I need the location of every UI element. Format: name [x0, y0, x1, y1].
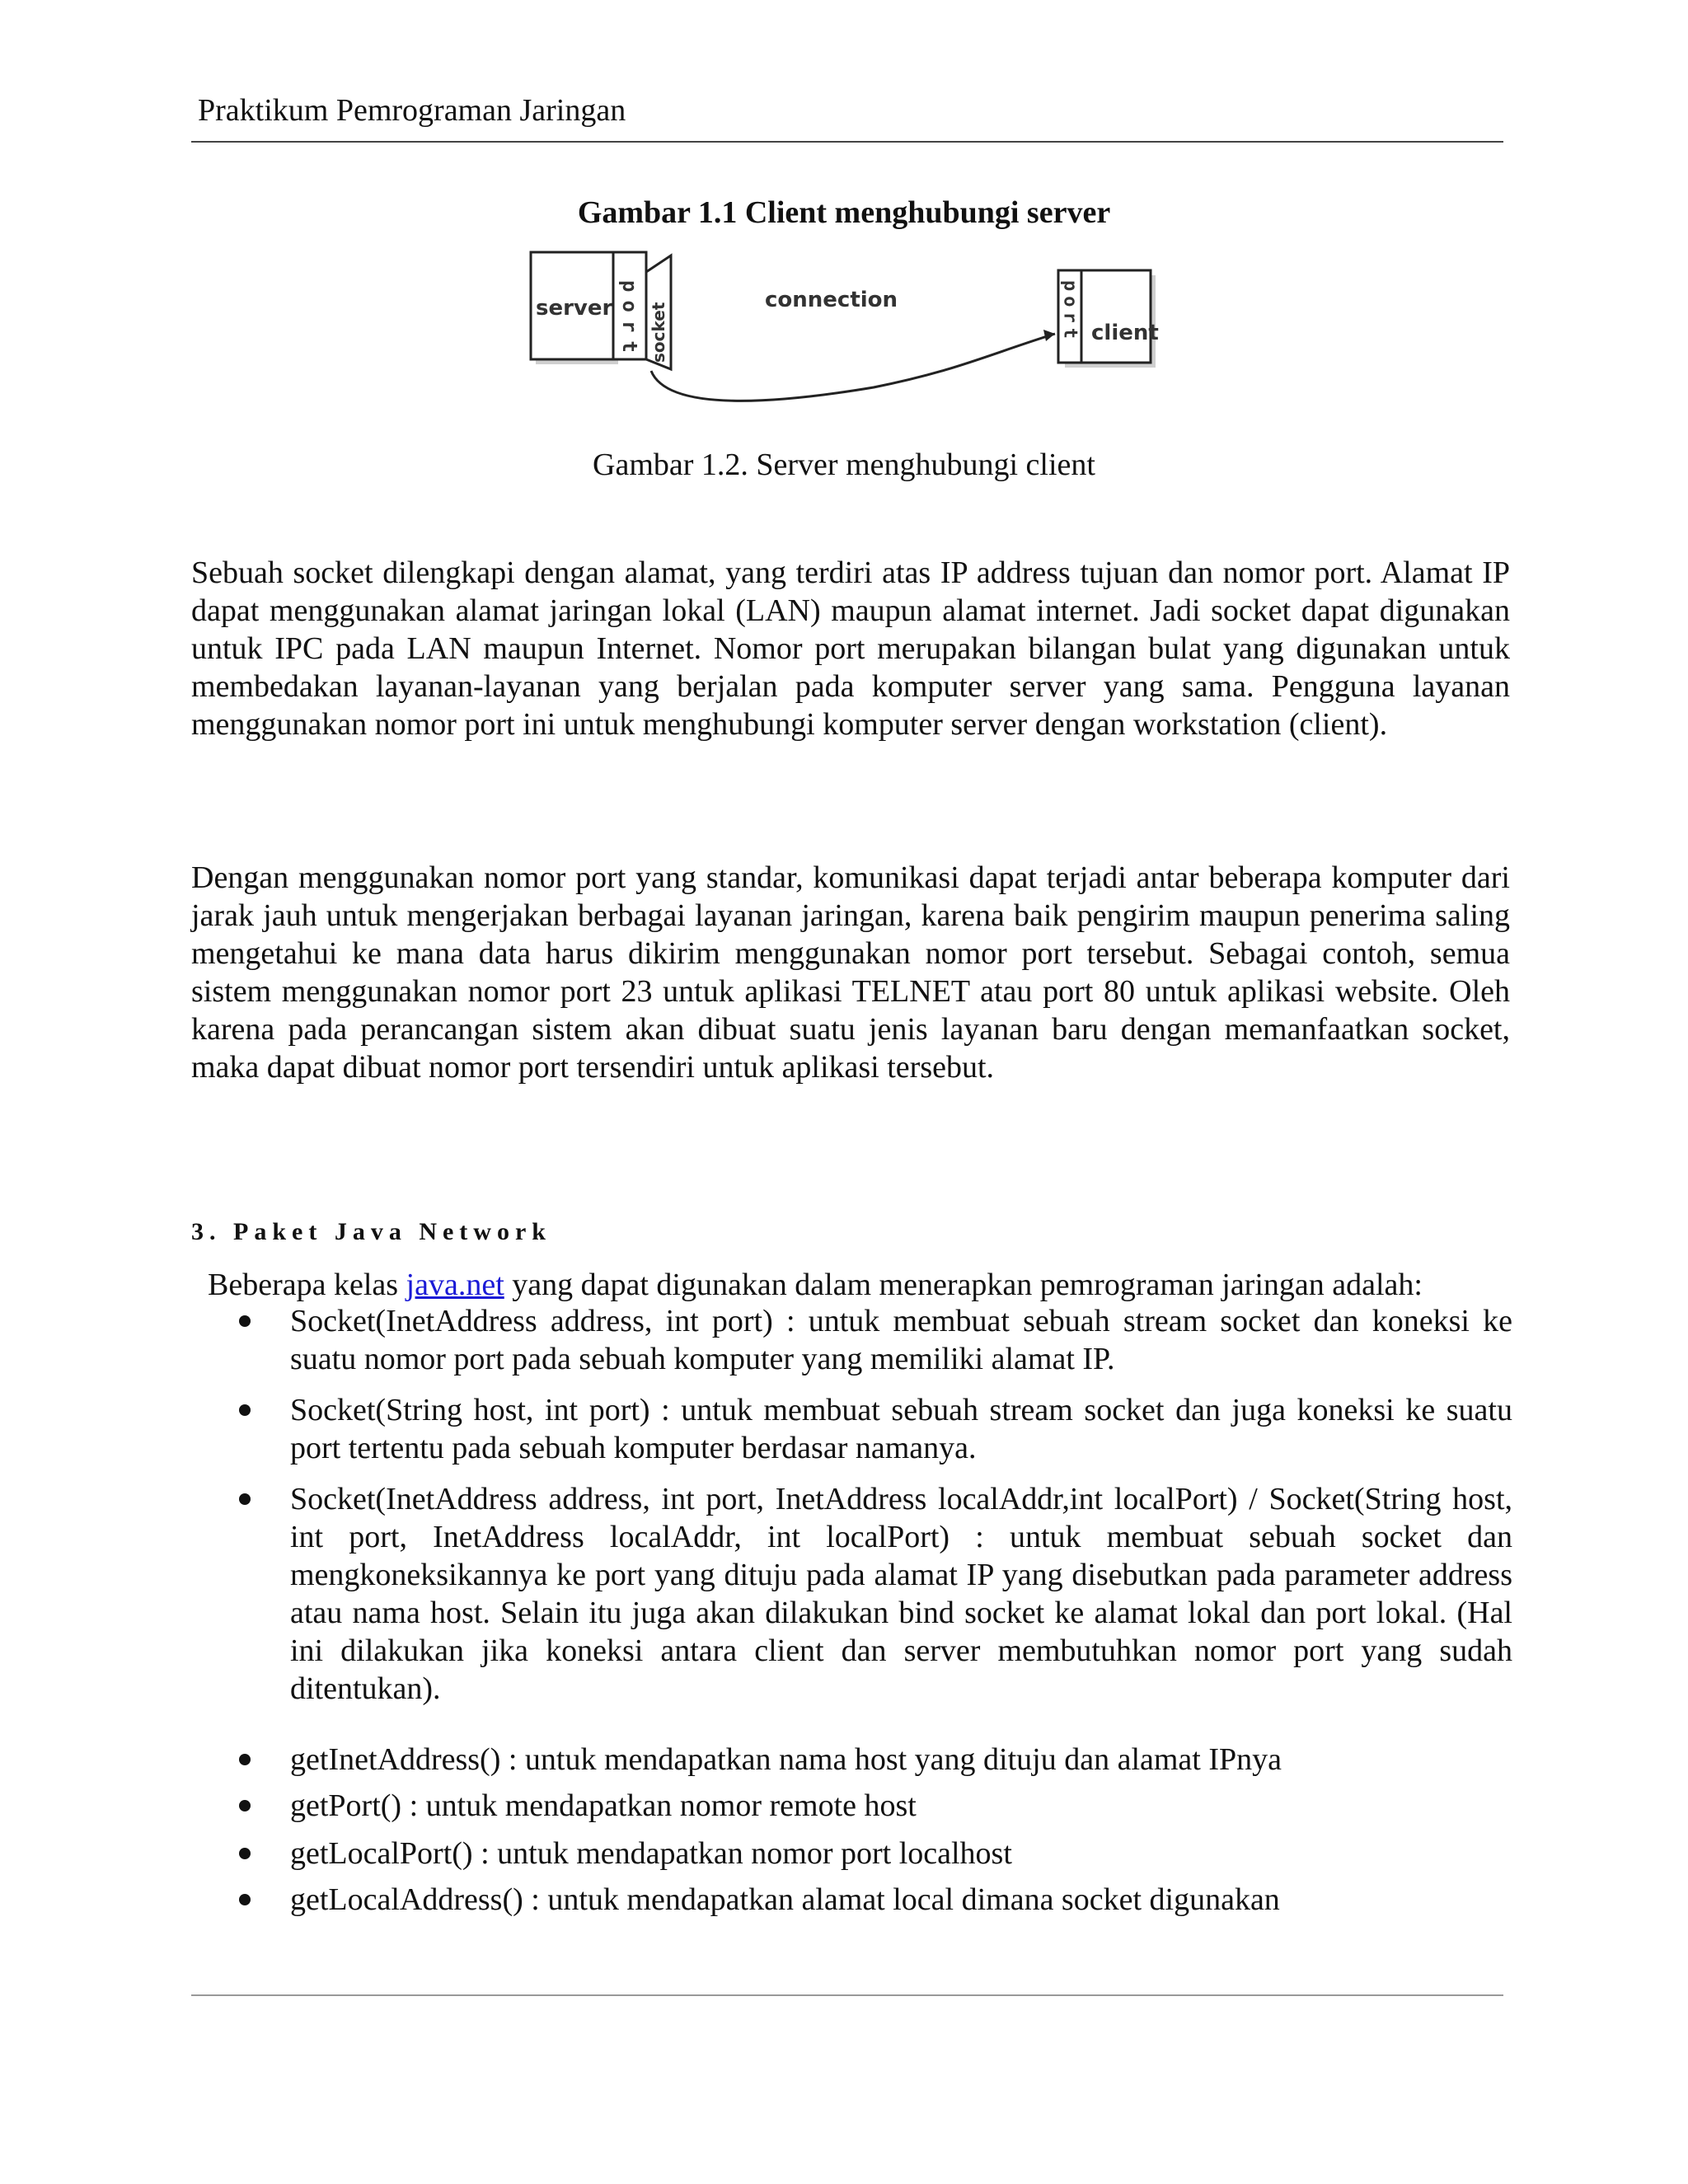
paragraph-text: Dengan menggunakan nomor port yang standar, komunikasi dapat terjadi antar beberapa komputer dari jarak jauh untuk mengerjakan berbagai layanan jaringan, karena baik pengirim maupun penerima saling mengetahui ke mana data harus dikirim menggunakan nomor port tersebut. Sebagai contoh, semua sistem menggunakan nomor port 23 untuk aplikasi TELNET atau port 80 untuk aplikasi website. Oleh karena pada perancangan sistem akan dibuat suatu jenis layanan baru dengan memanfaatkan socket, maka dapat dibuat nomor port tersendiri untuk aplikasi tersebut.: [191, 860, 1510, 1085]
intro-text-after: yang dapat digunakan dalam menerapkan pemrograman jaringan adalah:: [504, 1268, 1423, 1302]
list-item-text: getLocalPort() : untuk mendapatkan nomor port localhost: [290, 1836, 1012, 1871]
java-net-link[interactable]: java.net: [406, 1268, 504, 1302]
bullet-icon: [239, 1315, 251, 1327]
section-heading: 3. Paket Java Network: [191, 1218, 551, 1245]
server-label: server: [536, 296, 613, 321]
connection-line: [651, 334, 1055, 401]
list-item-text: getInetAddress() : untuk mendapatkan nama host yang dituju dan alamat IPnya: [290, 1742, 1282, 1777]
list-item-text: getLocalAddress() : untuk mendapatkan alamat local dimana socket digunakan: [290, 1882, 1280, 1917]
paragraph-port-number: [191, 859, 1510, 1086]
client-box: [1081, 270, 1151, 363]
list-item-text: Socket(String host, int port) : untuk membuat sebuah stream socket dan juga koneksi ke suatu port tertentu pada sebuah komputer berdasar namanya.: [290, 1393, 1512, 1465]
client-label: client: [1091, 321, 1159, 345]
page-header-title: Praktikum Pemrograman Jaringan: [198, 93, 626, 128]
list-item-text: Socket(InetAddress address, int port, InetAddress localAddr,int localPort) / Socket(String host, int port, InetAddress localAddr, int localPort) : untuk membuat sebuah socket dan mengkoneksikannya ke port yang dituju pada alamat IP yang disebutkan pada parameter address atau nama host. Selain itu juga akan dilakukan bind socket ke alamat lokal dan port lokal. (Hal ini dilakukan jika koneksi antara client dan server membutuhkan nomor port yang sudah ditentukan).: [290, 1482, 1512, 1706]
list-item: [239, 1741, 1512, 1779]
bullet-icon: [239, 1404, 251, 1416]
socket-connection-diagram: [528, 247, 1170, 412]
list-item: [239, 1302, 1512, 1378]
intro-text-before: Beberapa kelas: [208, 1268, 406, 1302]
list-item-text: Socket(InetAddress address, int port) : untuk membuat sebuah stream socket dan koneksi ke suatu nomor port pada sebuah komputer yang memiliki alamat IP.: [290, 1304, 1512, 1376]
list-item: [239, 1881, 1512, 1919]
server-port-label: port: [618, 280, 641, 361]
client-port-label: port: [1059, 280, 1081, 344]
paragraph-text: Sebuah socket dilengkapi dengan alamat, yang terdiri atas IP address tujuan dan nomor port. Alamat IP dapat menggunakan alamat jaringan lokal (LAN) maupun alamat internet. Jadi socket dapat digunakan untuk IPC pada LAN maupun Internet. Nomor port merupakan bilangan bulat yang digunakan untuk membedakan layanan-layanan yang berjalan pada komputer server yang sama. Pengguna layanan menggunakan nomor port ini untuk menghubungi komputer server dengan workstation (client).: [191, 555, 1510, 742]
paragraph-socket-address: [191, 554, 1510, 743]
bullet-icon: [239, 1848, 251, 1859]
figure-1-1-caption: Gambar 1.1 Client menghubungi server: [577, 195, 1111, 230]
figure-1-2-caption: Gambar 1.2. Server menghubungi client: [593, 448, 1095, 482]
list-item: [239, 1480, 1512, 1708]
bullet-icon: [239, 1894, 251, 1905]
section-intro: [208, 1266, 1423, 1304]
list-item: [239, 1835, 1512, 1872]
bullet-icon: [239, 1493, 251, 1505]
connection-label: connection: [765, 288, 898, 312]
bullet-icon: [239, 1754, 251, 1765]
header-divider: [191, 141, 1503, 143]
list-item-text: getPort() : untuk mendapatkan nomor remote host: [290, 1788, 917, 1823]
footer-divider: [191, 1994, 1503, 1996]
list-item: [239, 1391, 1512, 1467]
bullet-icon: [239, 1800, 251, 1811]
socket-label: socket: [649, 302, 668, 363]
list-item: [239, 1787, 1512, 1825]
